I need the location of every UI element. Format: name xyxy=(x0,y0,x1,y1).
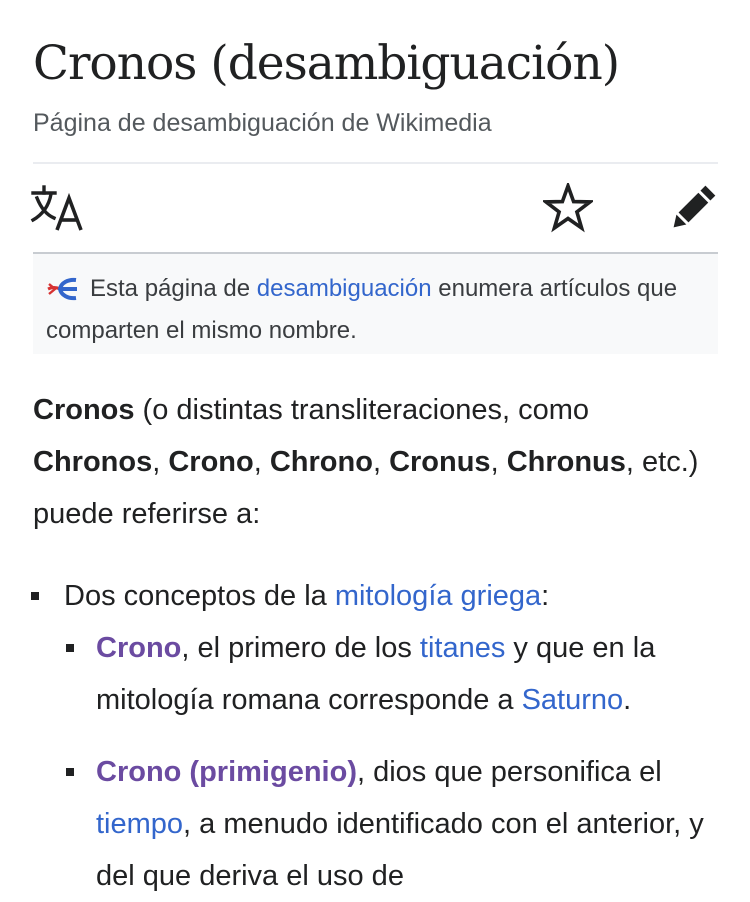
list-subitem-text xyxy=(96,622,724,726)
titanes-link[interactable]: titanes xyxy=(419,632,506,664)
translate-icon[interactable] xyxy=(30,184,86,232)
notice-text-before: Esta página de xyxy=(90,275,257,302)
list-subitem-text xyxy=(96,746,724,902)
sub1-text-1: , el primero de los xyxy=(181,632,420,664)
list-item-after: : xyxy=(541,580,550,612)
page-title: Cronos (desambiguación) xyxy=(33,36,620,91)
intro-term: Cronos xyxy=(33,394,135,426)
intro-text-1: (o distintas transliteraciones, como xyxy=(134,394,590,426)
title-divider xyxy=(33,162,718,164)
mitologia-griega-link[interactable]: mitología griega xyxy=(334,580,542,612)
bullet-icon xyxy=(66,768,74,776)
disambiguation-link[interactable]: desambiguación xyxy=(256,275,432,302)
variant-chrono: Chrono xyxy=(269,446,373,478)
list-item-text xyxy=(64,570,549,622)
bullet-icon xyxy=(31,592,39,600)
sub2-text-2: , a menudo identificado con el anterior, y del que deriva el uso de xyxy=(96,808,704,892)
notice-text-after: enumera artículos que comparten el mismo nombre. xyxy=(46,275,678,344)
intro-paragraph xyxy=(33,384,723,540)
tiempo-link[interactable]: tiempo xyxy=(96,808,184,840)
intro-sep-4: , xyxy=(490,446,507,478)
bullet-icon xyxy=(66,644,74,652)
disambiguation-notice xyxy=(33,254,718,354)
sub1-text-3: . xyxy=(623,684,632,716)
saturno-link[interactable]: Saturno xyxy=(521,684,624,716)
intro-sep-2: , xyxy=(253,446,270,478)
pencil-icon[interactable] xyxy=(668,185,716,233)
intro-sep-3: , xyxy=(372,446,390,478)
variant-chronos: Chronos xyxy=(33,446,153,478)
variant-crono: Crono xyxy=(168,446,254,478)
intro-text-2: , etc.) puede referirse a: xyxy=(33,446,699,530)
notice-text xyxy=(46,268,706,352)
sub1-text-2: y que en la mitología romana corresponde a xyxy=(96,632,656,716)
list-item-before: Dos conceptos de la xyxy=(64,580,335,612)
variant-chronus: Chronus xyxy=(506,446,626,478)
crono-link[interactable]: Crono xyxy=(96,632,182,664)
page-subtitle: Página de desambiguación de Wikimedia xyxy=(33,109,492,137)
crono-primigenio-link[interactable]: Crono (primigenio) xyxy=(96,756,357,788)
intro-sep-1: , xyxy=(152,446,169,478)
sub2-text-1: , dios que personifica el xyxy=(356,756,662,788)
star-icon[interactable] xyxy=(543,183,593,233)
variant-cronus: Cronus xyxy=(389,446,491,478)
